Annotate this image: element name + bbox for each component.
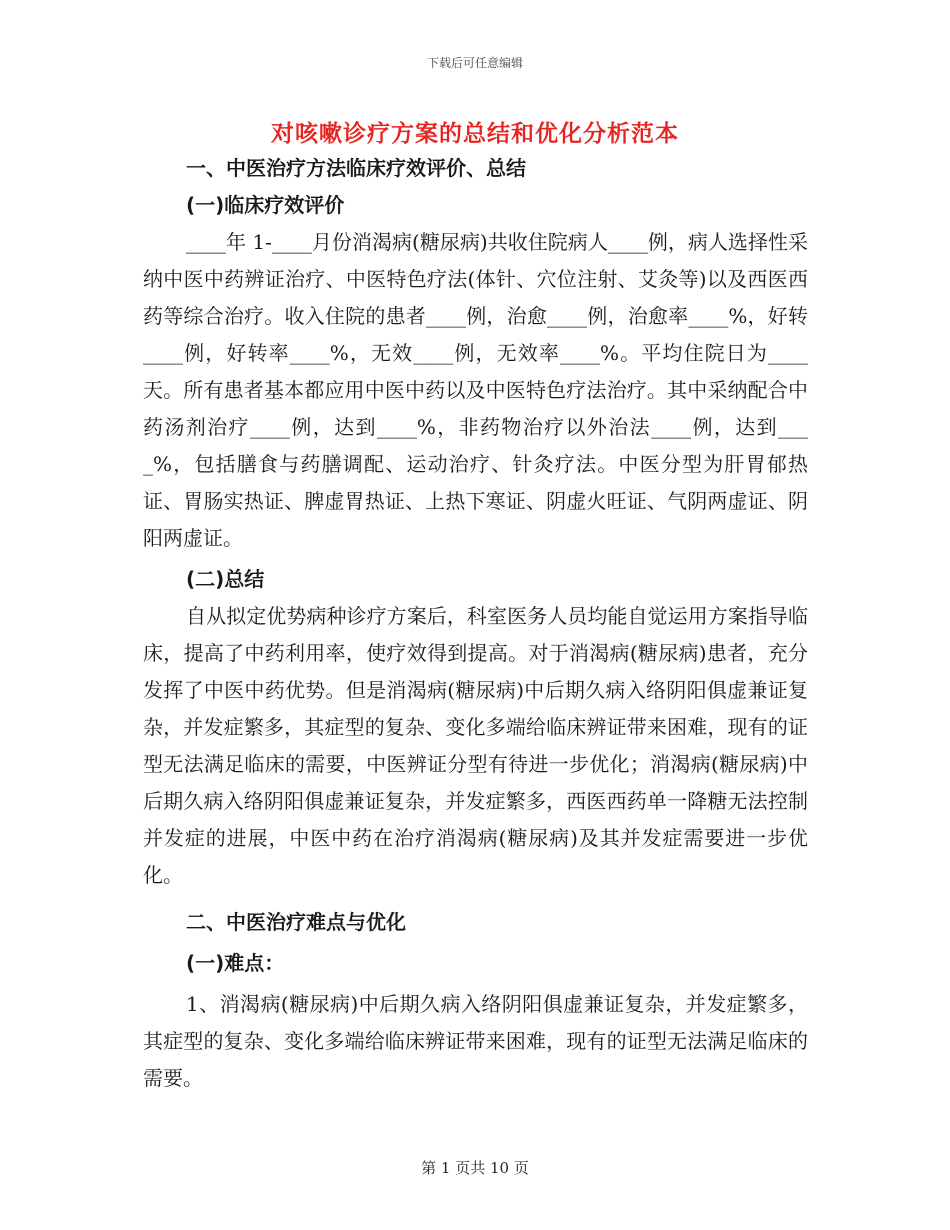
paragraph-clinical-evaluation: ____年 1-____月份消渴病(糖尿病)共收住院病人____例，病人选择性采纳中医中药辨证治疗、中医特色疗法(体针、穴位注射、艾灸等)以及西医西药等综合治疗。收入住院的患者____例，治愈____例，治愈率____%，好转____例，好转率____%，无效____例，无效率____%。平均住院日为____天。所有患者基本都应用中医中药以及中医特色疗法治疗。其中采纳配合中药汤剂治疗____例，达到____%，非药物治疗以外治法____例，达到____%，包括膳食与药膳调配、运动治疗、针灸疗法。中医分型为肝胃郁热证、胃肠实热证、脾虚胃热证、上热下寒证、阴虚火旺证、气阴两虚证、阴阳两虚证。 <box>143 230 808 550</box>
paragraph-difficulties: 1、消渴病(糖尿病)中后期久病入络阴阳俱虚兼证复杂，并发症繁多，其症型的复杂、变化多端给临床辨证带来困难，现有的证型无法满足临床的需要。 <box>143 992 808 1090</box>
section-heading-1: 一、中医治疗方法临床疗效评价、总结 <box>186 156 526 180</box>
page-footer: 第 1 页共 10 页 <box>421 1159 529 1177</box>
document-body <box>143 150 808 1097</box>
subsection-heading-difficulties: (一)难点： <box>186 951 285 975</box>
paragraph-summary: 自从拟定优势病种诊疗方案后，科室医务人员均能自觉运用方案指导临床，提高了中药利用率，使疗效得到提高。对于消渴病(糖尿病)患者，充分发挥了中医中药优势。但是消渴病(糖尿病)中后期久病入络阴阳俱虚兼证复杂，并发症繁多，其症型的复杂、变化多端给临床辨证带来困难，现有的证型无法满足临床的需要，中医辨证分型有待进一步优化；消渴病(糖尿病)中后期久病入络阴阳俱虚兼证复杂，并发症繁多，西医西药单一降糖无法控制并发症的进展，中医中药在治疗消渴病(糖尿病)及其并发症需要进一步优化。 <box>143 604 808 887</box>
subsection-heading-summary: (二)总结 <box>186 567 265 591</box>
section-heading-2: 二、中医治疗难点与优化 <box>186 910 406 934</box>
page-header: 下载后可任意编辑 <box>426 56 523 70</box>
subsection-heading-clinical-evaluation: (一)临床疗效评价 <box>186 193 345 217</box>
document-title: 对咳嗽诊疗方案的总结和优化分析范本 <box>271 121 679 147</box>
